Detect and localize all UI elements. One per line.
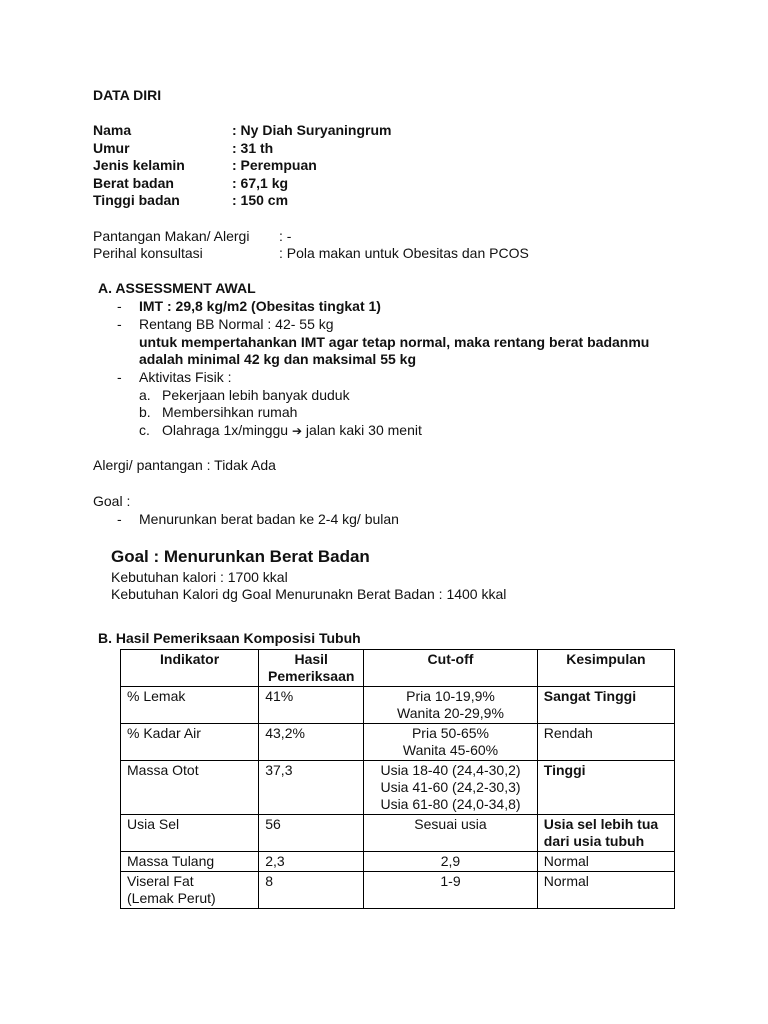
kebutuhan-kalori-goal: Kebutuhan Kalori dg Goal Menurunakn Berat Badan : 1400 kkal <box>111 586 507 602</box>
header-indikator: Indikator <box>121 650 259 687</box>
field-value-nama: : Ny Diah Suryaningrum <box>232 122 392 138</box>
cell-hasil <box>259 687 364 724</box>
cell-hasil-line: 56 <box>265 816 281 832</box>
cell-cutoff-line: Usia 18-40 (24,4-30,2) <box>380 762 521 778</box>
cell-kesimpulan <box>537 852 674 872</box>
goal-big-heading: Goal : Menurunkan Berat Badan <box>111 547 370 566</box>
cell-kesimpulan <box>537 761 674 815</box>
field-label-jenis-kelamin: Jenis kelamin <box>93 157 185 173</box>
cell-cutoff-line: Sesuai usia <box>414 816 487 832</box>
cell-indikator-line: Viseral Fat <box>127 873 194 889</box>
imt-note-line1: untuk mempertahankan IMT agar tetap normal, maka rentang berat badanmu <box>139 334 650 350</box>
table-row <box>121 815 675 852</box>
cell-indikator-line: % Kadar Air <box>127 725 201 741</box>
rentang-bb: Rentang BB Normal : 42- 55 kg <box>139 316 334 332</box>
aktivitas-item-c-after: jalan kaki 30 menit <box>305 422 422 438</box>
table-header-row <box>121 650 675 687</box>
field-value-berat-badan: : 67,1 kg <box>232 175 289 191</box>
field-label-umur: Umur <box>93 140 130 156</box>
cell-kesimpulan-line: Normal <box>543 853 589 869</box>
goal-label: Goal : <box>93 493 131 509</box>
cell-cutoff-line: Wanita 20-29,9% <box>397 705 504 721</box>
komposisi-table <box>120 649 675 909</box>
cell-hasil-line: 2,3 <box>265 853 285 869</box>
assessment-heading: A. ASSESSMENT AWAL <box>98 280 256 296</box>
cell-hasil-line: 41% <box>265 688 294 704</box>
field-value-jenis-kelamin: : Perempuan <box>232 157 317 173</box>
cell-cutoff-line: Wanita 45-60% <box>402 742 499 758</box>
cell-hasil <box>259 724 364 761</box>
cell-cutoff-line: Pria 10-19,9% <box>406 688 495 704</box>
cell-kesimpulan-line: Rendah <box>543 725 593 741</box>
kebutuhan-kalori: Kebutuhan kalori : 1700 kkal <box>111 569 288 585</box>
data-diri-title: DATA DIRI <box>93 87 162 103</box>
cell-indikator <box>121 724 259 761</box>
pantangan-label: Pantangan Makan/ Alergi <box>93 228 250 244</box>
table-row <box>121 761 675 815</box>
cell-hasil <box>259 872 364 909</box>
aktivitas-item-a: Pekerjaan lebih banyak duduk <box>162 387 350 403</box>
aktivitas-label: Aktivitas Fisik : <box>139 369 232 385</box>
cell-cutoff-line: Usia 41-60 (24,2-30,3) <box>380 779 521 795</box>
bullet-dash: - <box>117 298 122 314</box>
table-row <box>121 852 675 872</box>
goal-item: Menurunkan berat badan ke 2-4 kg/ bulan <box>139 511 399 527</box>
cell-kesimpulan-line: Normal <box>543 873 589 889</box>
bullet-dash: - <box>117 511 122 527</box>
cell-cutoff <box>364 852 538 872</box>
aktivitas-letter-c: c. <box>139 422 150 438</box>
perihal-value: : Pola makan untuk Obesitas dan PCOS <box>279 245 529 261</box>
cell-cutoff <box>364 761 538 815</box>
cell-cutoff-line: Usia 61-80 (24,0-34,8) <box>380 796 521 812</box>
cell-cutoff-line: 2,9 <box>440 853 461 869</box>
cell-indikator <box>121 761 259 815</box>
cell-cutoff <box>364 815 538 852</box>
cell-cutoff <box>364 724 538 761</box>
cell-hasil-line: 8 <box>265 873 274 889</box>
cell-indikator-line: (Lemak Perut) <box>127 890 216 906</box>
cell-kesimpulan <box>537 724 674 761</box>
header-kesimpulan: Kesimpulan <box>537 650 674 687</box>
bullet-dash: - <box>117 316 122 332</box>
field-label-berat-badan: Berat badan <box>93 175 174 191</box>
header-hasil-line1: Hasil <box>294 651 328 667</box>
table-row <box>121 724 675 761</box>
komposisi-heading: B. Hasil Pemeriksaan Komposisi Tubuh <box>98 630 361 646</box>
imt-note-line2: adalah minimal 42 kg dan maksimal 55 kg <box>139 351 417 367</box>
cell-cutoff <box>364 687 538 724</box>
alergi-line: Alergi/ pantangan : Tidak Ada <box>93 457 276 473</box>
cell-kesimpulan-line: Usia sel lebih tua <box>543 816 659 832</box>
cell-indikator <box>121 687 259 724</box>
cell-kesimpulan <box>537 687 674 724</box>
aktivitas-letter-b: b. <box>139 404 151 420</box>
field-value-umur: : 31 th <box>232 140 274 156</box>
cell-cutoff-line: Pria 50-65% <box>411 725 490 741</box>
cell-indikator <box>121 852 259 872</box>
cell-cutoff <box>364 872 538 909</box>
cell-indikator <box>121 872 259 909</box>
cell-hasil <box>259 815 364 852</box>
cell-hasil-line: 37,3 <box>265 762 293 778</box>
arrow-right-icon: ➔ <box>291 424 303 438</box>
cell-indikator-line: Massa Otot <box>127 762 199 778</box>
aktivitas-letter-a: a. <box>139 387 151 403</box>
bullet-dash: - <box>117 369 122 385</box>
cell-hasil <box>259 761 364 815</box>
aktivitas-item-c <box>162 422 422 440</box>
imt-value: IMT : 29,8 kg/m2 (Obesitas tingkat 1) <box>139 298 381 314</box>
cell-hasil <box>259 852 364 872</box>
header-cutoff: Cut-off <box>364 650 538 687</box>
cell-kesimpulan-line: Sangat Tinggi <box>543 688 637 704</box>
aktivitas-item-b: Membersihkan rumah <box>162 404 298 420</box>
cell-hasil-line: 43,2% <box>265 725 305 741</box>
pantangan-value: : - <box>279 228 292 244</box>
header-hasil-line2: Pemeriksaan <box>268 668 355 684</box>
table-row <box>121 872 675 909</box>
cell-indikator-line: Usia Sel <box>127 816 180 832</box>
field-value-tinggi-badan: : 150 cm <box>232 192 289 208</box>
cell-kesimpulan <box>537 815 674 852</box>
aktivitas-item-c-text: Olahraga 1x/minggu <box>162 422 289 438</box>
cell-cutoff-line: 1-9 <box>440 873 461 889</box>
cell-indikator-line: % Lemak <box>127 688 186 704</box>
cell-indikator-line: Massa Tulang <box>127 853 215 869</box>
header-hasil <box>259 650 364 687</box>
table-row <box>121 687 675 724</box>
cell-kesimpulan <box>537 872 674 909</box>
perihal-label: Perihal konsultasi <box>93 245 203 261</box>
cell-indikator <box>121 815 259 852</box>
cell-kesimpulan-line: Tinggi <box>543 762 586 778</box>
field-label-tinggi-badan: Tinggi badan <box>93 192 180 208</box>
cell-kesimpulan-line: dari usia tubuh <box>543 833 645 849</box>
field-label-nama: Nama <box>93 122 132 138</box>
